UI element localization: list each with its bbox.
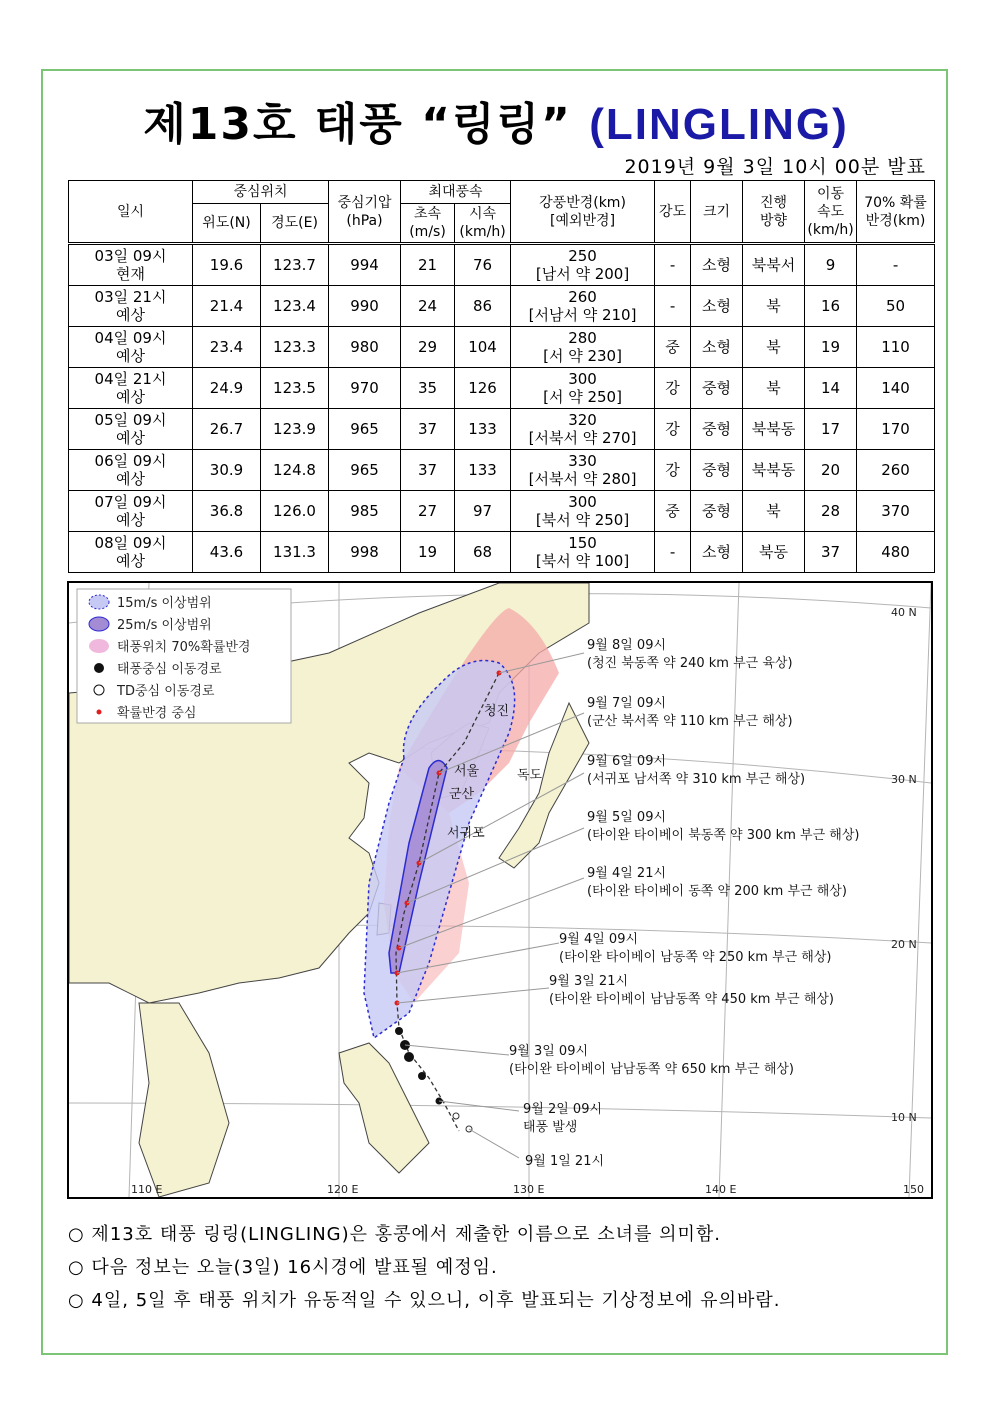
cell-speed: 16	[805, 286, 857, 327]
cell-datetime: 06일 09시 예상	[69, 450, 193, 491]
place-label: 군산	[449, 787, 475, 802]
cell-intensity: 강	[655, 368, 691, 409]
cell-datetime: 04일 21시 예상	[69, 368, 193, 409]
cell-radius: 300 [서 약 250]	[511, 368, 655, 409]
cell-lat: 43.6	[193, 532, 261, 573]
note-caution: ○ 4일, 5일 후 태풍 위치가 유동적일 수 있으니, 이후 발표되는 기상정보에 유의바람.	[68, 1290, 781, 1311]
annotation-date: 9월 1일 21시	[525, 1154, 605, 1169]
cell-lat: 36.8	[193, 491, 261, 532]
annotation-desc: (서귀포 남서쪽 약 310 km 부근 해상)	[587, 772, 806, 787]
legend-label: TD중심 이동경로	[117, 684, 215, 699]
annotation-desc: (군산 북서쪽 약 110 km 부근 해상)	[587, 714, 793, 729]
table-row	[69, 327, 935, 368]
cell-pressure: 985	[329, 491, 401, 532]
cell-lon: 126.0	[261, 491, 329, 532]
cell-size: 소형	[691, 327, 743, 368]
cell-datetime: 05일 09시 예상	[69, 409, 193, 450]
annotation-desc: (타이완 타이베이 동쪽 약 200 km 부근 해상)	[587, 884, 847, 899]
typhoon-track-map	[67, 581, 933, 1199]
cell-lon: 123.5	[261, 368, 329, 409]
header-prob: 70% 확률 반경(km)	[857, 181, 935, 244]
annotation-date: 9월 2일 09시	[523, 1102, 603, 1117]
table-row	[69, 450, 935, 491]
header-maxwind: 최대풍속	[401, 181, 511, 204]
legend-label: 태풍중심 이동경로	[117, 662, 222, 677]
header-speed: 이동 속도 (km/h)	[805, 181, 857, 244]
cell-size: 중형	[691, 450, 743, 491]
cell-intensity: -	[655, 532, 691, 573]
cell-lon: 123.4	[261, 286, 329, 327]
table-row	[69, 532, 935, 573]
cell-prob: 140	[857, 368, 935, 409]
annotation-desc: (타이완 타이베이 남남동쪽 약 450 km 부근 해상)	[549, 992, 835, 1007]
cell-radius: 150 [북서 약 100]	[511, 532, 655, 573]
cell-size: 중형	[691, 491, 743, 532]
cell-ms: 19	[401, 532, 455, 573]
cell-lon: 123.9	[261, 409, 329, 450]
cell-lat: 23.4	[193, 327, 261, 368]
cell-size: 중형	[691, 368, 743, 409]
header-radius: 강풍반경(km) [예외반경]	[511, 181, 655, 244]
note-next-release: ○ 다음 정보는 오늘(3일) 16시경에 발표될 예정임.	[68, 1257, 498, 1278]
cell-pressure: 990	[329, 286, 401, 327]
map-svg	[69, 583, 931, 1197]
cell-size: 중형	[691, 409, 743, 450]
cell-ms: 37	[401, 450, 455, 491]
lat-label: 40 N	[891, 606, 917, 619]
cell-intensity: 중	[655, 327, 691, 368]
table-row	[69, 491, 935, 532]
cell-datetime: 03일 09시 현재	[69, 244, 193, 286]
lon-label: 140 E	[705, 1183, 737, 1196]
issued-time: 2019년 9월 3일 10시 00분 발표	[624, 156, 926, 178]
cell-pressure: 998	[329, 532, 401, 573]
cell-speed: 14	[805, 368, 857, 409]
cell-prob: 370	[857, 491, 935, 532]
annotation-desc: (타이완 타이베이 북동쪽 약 300 km 부근 해상)	[587, 828, 860, 843]
cell-lat: 21.4	[193, 286, 261, 327]
cell-lon: 124.8	[261, 450, 329, 491]
header-kmh: 시속 (km/h)	[455, 204, 511, 244]
note-name-meaning: ○ 제13호 태풍 링링(LINGLING)은 홍콩에서 제출한 이름으로 소녀를 의미함.	[68, 1224, 721, 1245]
cell-kmh: 97	[455, 491, 511, 532]
place-label: 독도	[517, 768, 543, 783]
cell-ms: 24	[401, 286, 455, 327]
cell-pressure: 980	[329, 327, 401, 368]
cell-size: 소형	[691, 244, 743, 286]
annotation-date: 9월 8일 09시	[587, 638, 667, 653]
cell-radius: 250 [남서 약 200]	[511, 244, 655, 286]
cell-radius: 330 [서북서 약 280]	[511, 450, 655, 491]
cell-datetime: 03일 21시 예상	[69, 286, 193, 327]
cell-prob: 480	[857, 532, 935, 573]
cell-speed: 37	[805, 532, 857, 573]
cell-direction: 북북동	[743, 409, 805, 450]
cell-speed: 20	[805, 450, 857, 491]
lon-label: 130 E	[513, 1183, 545, 1196]
cell-speed: 19	[805, 327, 857, 368]
cell-pressure: 965	[329, 409, 401, 450]
annotation-date: 9월 3일 09시	[509, 1044, 589, 1059]
forecast-table	[68, 180, 935, 573]
cell-pressure: 970	[329, 368, 401, 409]
cell-kmh: 133	[455, 409, 511, 450]
cell-direction: 북	[743, 286, 805, 327]
cell-kmh: 76	[455, 244, 511, 286]
cell-pressure: 994	[329, 244, 401, 286]
cell-datetime: 07일 09시 예상	[69, 491, 193, 532]
lat-label: 30 N	[891, 773, 917, 786]
cell-lat: 26.7	[193, 409, 261, 450]
cell-lon: 131.3	[261, 532, 329, 573]
legend-label: 태풍위치 70%확률반경	[117, 640, 251, 655]
cell-intensity: -	[655, 244, 691, 286]
table-row	[69, 409, 935, 450]
cell-ms: 35	[401, 368, 455, 409]
cell-speed: 17	[805, 409, 857, 450]
lat-label: 20 N	[891, 938, 917, 951]
cell-direction: 북	[743, 327, 805, 368]
cell-ms: 27	[401, 491, 455, 532]
notes	[68, 1218, 780, 1317]
cell-prob: -	[857, 244, 935, 286]
cell-lat: 19.6	[193, 244, 261, 286]
annotation-desc: (타이완 타이베이 남동쪽 약 250 km 부근 해상)	[559, 950, 832, 965]
table-row	[69, 368, 935, 409]
annotation-date: 9월 4일 09시	[559, 932, 639, 947]
cell-prob: 50	[857, 286, 935, 327]
header-lat: 위도(N)	[193, 204, 261, 244]
place-label: 청진	[484, 704, 510, 719]
cell-prob: 110	[857, 327, 935, 368]
title-english: (LINGLING)	[589, 100, 849, 149]
cell-kmh: 68	[455, 532, 511, 573]
cell-kmh: 86	[455, 286, 511, 327]
cell-ms: 21	[401, 244, 455, 286]
annotation-date: 9월 5일 09시	[587, 810, 667, 825]
cell-ms: 37	[401, 409, 455, 450]
cell-speed: 9	[805, 244, 857, 286]
cell-lon: 123.7	[261, 244, 329, 286]
header-ms: 초속 (m/s)	[401, 204, 455, 244]
cell-lat: 24.9	[193, 368, 261, 409]
annotation-date: 9월 6일 09시	[587, 754, 667, 769]
legend-label: 25m/s 이상범위	[117, 618, 212, 633]
legend-label: 확률반경 중심	[117, 706, 197, 721]
lon-label: 110 E	[131, 1183, 163, 1196]
cell-radius: 280 [서 약 230]	[511, 327, 655, 368]
annotation-date: 9월 4일 21시	[587, 866, 667, 881]
cell-lon: 123.3	[261, 327, 329, 368]
cell-direction: 북	[743, 368, 805, 409]
cell-pressure: 965	[329, 450, 401, 491]
cell-datetime: 04일 09시 예상	[69, 327, 193, 368]
cell-intensity: 강	[655, 450, 691, 491]
cell-intensity: 중	[655, 491, 691, 532]
cell-kmh: 133	[455, 450, 511, 491]
cell-datetime: 08일 09시 예상	[69, 532, 193, 573]
place-label: 서울	[454, 764, 480, 779]
annotation-date: 9월 7일 09시	[587, 696, 667, 711]
cell-direction: 북북서	[743, 244, 805, 286]
legend-label: 15m/s 이상범위	[117, 596, 212, 611]
annotation-date: 9월 3일 21시	[549, 974, 629, 989]
cell-radius: 300 [북서 약 250]	[511, 491, 655, 532]
cell-direction: 북동	[743, 532, 805, 573]
cell-direction: 북북동	[743, 450, 805, 491]
lon-label: 120 E	[327, 1183, 359, 1196]
cell-prob: 260	[857, 450, 935, 491]
page-title	[0, 88, 992, 152]
cell-radius: 320 [서북서 약 270]	[511, 409, 655, 450]
cell-kmh: 104	[455, 327, 511, 368]
cell-radius: 260 [서남서 약 210]	[511, 286, 655, 327]
cell-intensity: 강	[655, 409, 691, 450]
cell-speed: 28	[805, 491, 857, 532]
annotation-desc: (타이완 타이베이 남남동쪽 약 650 km 부근 해상)	[509, 1062, 795, 1077]
lon-label: 150	[903, 1183, 924, 1196]
cell-kmh: 126	[455, 368, 511, 409]
table-row	[69, 244, 935, 286]
title-korean: 제13호 태풍 “링링”	[143, 99, 572, 150]
cell-intensity: -	[655, 286, 691, 327]
header-pressure: 중심기압 (hPa)	[329, 181, 401, 244]
lat-label: 10 N	[891, 1111, 917, 1124]
cell-direction: 북	[743, 491, 805, 532]
header-datetime: 일시	[69, 181, 193, 244]
header-center: 중심위치	[193, 181, 329, 204]
cell-lat: 30.9	[193, 450, 261, 491]
header-lon: 경도(E)	[261, 204, 329, 244]
annotation-desc: 태풍 발생	[523, 1120, 578, 1135]
cell-prob: 170	[857, 409, 935, 450]
place-label: 서귀포	[447, 826, 485, 841]
annotation-desc: (청진 북동쪽 약 240 km 부근 육상)	[587, 656, 793, 671]
header-size: 크기	[691, 181, 743, 244]
cell-size: 소형	[691, 532, 743, 573]
table-row	[69, 286, 935, 327]
header-direction: 진행 방향	[743, 181, 805, 244]
cell-ms: 29	[401, 327, 455, 368]
header-intensity: 강도	[655, 181, 691, 244]
cell-size: 소형	[691, 286, 743, 327]
